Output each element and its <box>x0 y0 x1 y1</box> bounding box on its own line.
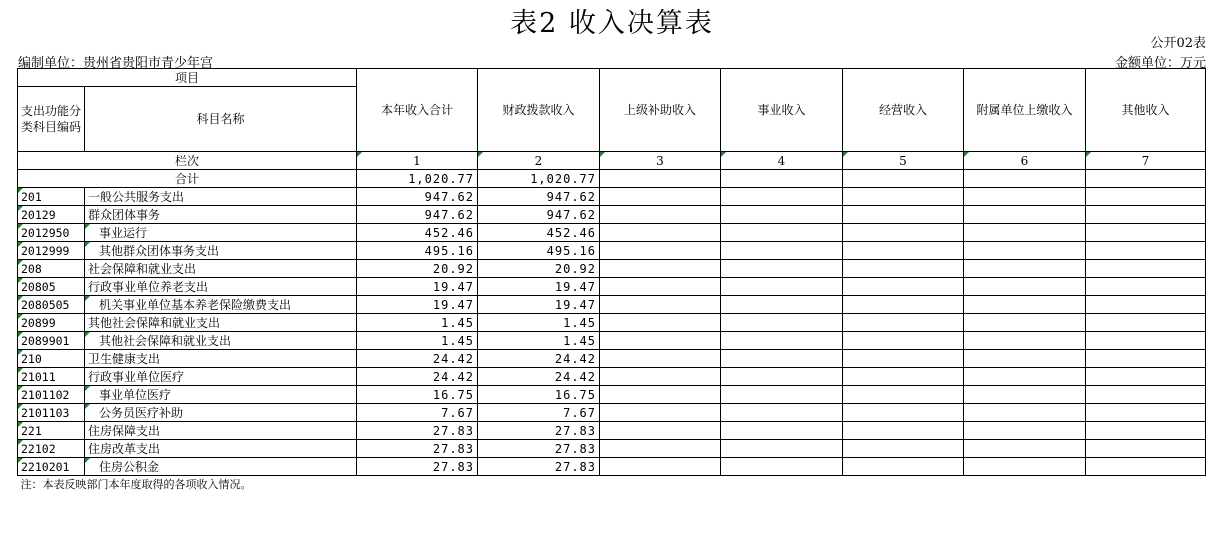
subject-name: 群众团体事务 <box>85 206 357 224</box>
empty-cell <box>1086 188 1206 206</box>
subject-name: 其他群众团体事务支出 <box>85 242 357 260</box>
fiscal-income: 19.47 <box>478 278 600 296</box>
subject-code: 2210201 <box>18 458 85 476</box>
empty-cell <box>843 350 964 368</box>
empty-cell <box>843 296 964 314</box>
operation-header: 经营收入 <box>843 69 964 152</box>
total-income: 24.42 <box>357 350 478 368</box>
total-income: 452.46 <box>357 224 478 242</box>
empty-cell <box>721 440 843 458</box>
table-row <box>18 386 1206 404</box>
empty-cell <box>843 224 964 242</box>
empty-cell <box>964 386 1086 404</box>
fiscal-income: 495.16 <box>478 242 600 260</box>
empty-cell <box>1086 224 1206 242</box>
subject-code: 208 <box>18 260 85 278</box>
empty-cell <box>1086 314 1206 332</box>
total-income: 24.42 <box>357 368 478 386</box>
empty-cell <box>721 314 843 332</box>
empty-cell <box>964 260 1086 278</box>
table-row <box>18 458 1206 476</box>
total-header: 本年收入合计 <box>357 69 478 152</box>
empty-cell <box>843 278 964 296</box>
empty-cell <box>600 368 721 386</box>
empty-cell <box>721 206 843 224</box>
table-row <box>18 242 1206 260</box>
empty-cell <box>964 242 1086 260</box>
empty-cell <box>600 260 721 278</box>
empty-cell <box>843 368 964 386</box>
subject-name: 住房保障支出 <box>85 422 357 440</box>
total-income: 495.16 <box>357 242 478 260</box>
empty-cell <box>721 404 843 422</box>
empty-cell <box>721 332 843 350</box>
empty-cell <box>1086 278 1206 296</box>
empty-cell <box>843 422 964 440</box>
empty-cell <box>1086 206 1206 224</box>
subject-name: 住房改革支出 <box>85 440 357 458</box>
empty-cell <box>843 206 964 224</box>
col-num: 3 <box>600 152 721 170</box>
fiscal-value: 1,020.77 <box>478 170 600 188</box>
empty-cell <box>600 422 721 440</box>
empty-cell <box>964 314 1086 332</box>
fiscal-income: 947.62 <box>478 206 600 224</box>
subject-name: 事业单位医疗 <box>85 386 357 404</box>
empty-cell <box>843 260 964 278</box>
empty-cell <box>1086 440 1206 458</box>
empty-cell <box>600 314 721 332</box>
col-num: 5 <box>843 152 964 170</box>
empty-cell <box>964 188 1086 206</box>
empty-cell <box>600 224 721 242</box>
table-row <box>18 332 1206 350</box>
total-income: 1.45 <box>357 314 478 332</box>
empty-cell <box>721 350 843 368</box>
table-row <box>18 368 1206 386</box>
col-num: 2 <box>478 152 600 170</box>
subject-name: 社会保障和就业支出 <box>85 260 357 278</box>
subject-code: 2101103 <box>18 404 85 422</box>
empty-cell <box>600 278 721 296</box>
fiscal-income: 452.46 <box>478 224 600 242</box>
col-num: 4 <box>721 152 843 170</box>
empty-cell <box>600 188 721 206</box>
empty-cell <box>964 332 1086 350</box>
table-row <box>18 440 1206 458</box>
empty-cell <box>964 224 1086 242</box>
subject-code: 2012999 <box>18 242 85 260</box>
empty-cell <box>964 422 1086 440</box>
empty-cell <box>721 224 843 242</box>
currency-unit: 金额单位：万元 <box>1114 56 1206 71</box>
fiscal-income: 20.92 <box>478 260 600 278</box>
total-income: 7.67 <box>357 404 478 422</box>
empty-cell <box>964 278 1086 296</box>
empty-cell <box>721 386 843 404</box>
col-num: 6 <box>964 152 1086 170</box>
subject-code: 20805 <box>18 278 85 296</box>
empty-cell <box>600 404 721 422</box>
empty-cell <box>843 386 964 404</box>
fiscal-income: 1.45 <box>478 314 600 332</box>
page-title: 表2 收入决算表 <box>510 8 714 39</box>
total-value: 1,020.77 <box>357 170 478 188</box>
table-row <box>18 296 1206 314</box>
fiscal-income: 19.47 <box>478 296 600 314</box>
fiscal-income: 7.67 <box>478 404 600 422</box>
total-income: 1.45 <box>357 332 478 350</box>
subject-name: 其他社会保障和就业支出 <box>85 314 357 332</box>
total-income: 16.75 <box>357 386 478 404</box>
affiliate-header: 附属单位上缴收入 <box>964 69 1086 152</box>
empty-cell <box>600 242 721 260</box>
empty-cell <box>1086 404 1206 422</box>
subject-code: 20899 <box>18 314 85 332</box>
subject-code: 21011 <box>18 368 85 386</box>
empty-cell <box>843 404 964 422</box>
subject-code: 2089901 <box>18 332 85 350</box>
empty-cell <box>600 332 721 350</box>
empty-cell <box>1086 458 1206 476</box>
fiscal-income: 27.83 <box>478 458 600 476</box>
empty-cell <box>843 458 964 476</box>
col-num: 7 <box>1086 152 1206 170</box>
table-note: 注：本表反映部门本年度取得的各项收入情况。 <box>18 476 1206 494</box>
income-table <box>17 68 1206 493</box>
name-header: 科目名称 <box>85 87 357 152</box>
subject-name: 机关事业单位基本养老保险缴费支出 <box>85 296 357 314</box>
empty-cell <box>600 296 721 314</box>
column-number-row <box>18 152 1206 170</box>
project-header: 项目 <box>18 69 357 87</box>
empty-cell <box>721 296 843 314</box>
subject-code: 20129 <box>18 206 85 224</box>
empty-cell <box>1086 296 1206 314</box>
subject-code: 22102 <box>18 440 85 458</box>
fiscal-income: 27.83 <box>478 440 600 458</box>
table-row <box>18 422 1206 440</box>
fiscal-header: 财政拨款收入 <box>478 69 600 152</box>
fiscal-income: 16.75 <box>478 386 600 404</box>
compiling-unit: 编制单位：贵州省贵阳市青少年宫 <box>18 56 214 71</box>
total-income: 27.83 <box>357 422 478 440</box>
empty-cell <box>600 350 721 368</box>
total-income: 27.83 <box>357 440 478 458</box>
empty-cell <box>964 296 1086 314</box>
subject-name: 行政事业单位养老支出 <box>85 278 357 296</box>
empty-cell <box>721 260 843 278</box>
subsidy-header: 上级补助收入 <box>600 69 721 152</box>
empty-cell <box>600 440 721 458</box>
empty-cell <box>1086 242 1206 260</box>
fiscal-income: 24.42 <box>478 350 600 368</box>
note-row <box>18 476 1206 494</box>
empty-cell <box>1086 386 1206 404</box>
empty-cell <box>843 440 964 458</box>
empty-cell <box>1086 332 1206 350</box>
empty-cell <box>721 242 843 260</box>
subject-name: 公务员医疗补助 <box>85 404 357 422</box>
subject-code: 221 <box>18 422 85 440</box>
empty-cell <box>843 314 964 332</box>
empty-cell <box>964 206 1086 224</box>
total-income: 27.83 <box>357 458 478 476</box>
subject-code: 2012950 <box>18 224 85 242</box>
empty-cell <box>600 386 721 404</box>
table-row <box>18 260 1206 278</box>
empty-cell <box>600 206 721 224</box>
total-row <box>18 170 1206 188</box>
empty-cell <box>843 332 964 350</box>
subject-code: 210 <box>18 350 85 368</box>
fiscal-income: 947.62 <box>478 188 600 206</box>
total-income: 20.92 <box>357 260 478 278</box>
empty-cell <box>964 458 1086 476</box>
total-income: 19.47 <box>357 278 478 296</box>
total-label: 合计 <box>18 170 357 188</box>
subject-name: 事业运行 <box>85 224 357 242</box>
fiscal-income: 24.42 <box>478 368 600 386</box>
col-num: 1 <box>357 152 478 170</box>
table-row <box>18 206 1206 224</box>
empty-cell <box>721 368 843 386</box>
empty-cell <box>843 242 964 260</box>
empty-cell <box>1086 350 1206 368</box>
table-row <box>18 314 1206 332</box>
total-income: 947.62 <box>357 188 478 206</box>
total-income: 19.47 <box>357 296 478 314</box>
empty-cell <box>721 458 843 476</box>
table-row <box>18 224 1206 242</box>
subject-name: 住房公积金 <box>85 458 357 476</box>
form-number: 公开02表 <box>1150 36 1206 51</box>
empty-cell <box>964 350 1086 368</box>
table-row <box>18 350 1206 368</box>
total-income: 947.62 <box>357 206 478 224</box>
table-row <box>18 188 1206 206</box>
subject-name: 一般公共服务支出 <box>85 188 357 206</box>
empty-cell <box>1086 368 1206 386</box>
empty-cell <box>721 278 843 296</box>
empty-cell <box>721 188 843 206</box>
subject-code: 2080505 <box>18 296 85 314</box>
empty-cell <box>1086 260 1206 278</box>
table-row <box>18 404 1206 422</box>
subject-code: 2101102 <box>18 386 85 404</box>
subject-code: 201 <box>18 188 85 206</box>
empty-cell <box>721 422 843 440</box>
business-header: 事业收入 <box>721 69 843 152</box>
subject-name: 卫生健康支出 <box>85 350 357 368</box>
empty-cell <box>1086 422 1206 440</box>
other-header: 其他收入 <box>1086 69 1206 152</box>
empty-cell <box>964 404 1086 422</box>
column-label: 栏次 <box>18 152 357 170</box>
fiscal-income: 27.83 <box>478 422 600 440</box>
code-header: 支出功能分类科目编码 <box>18 87 85 152</box>
empty-cell <box>964 368 1086 386</box>
empty-cell <box>964 440 1086 458</box>
subject-name: 其他社会保障和就业支出 <box>85 332 357 350</box>
subject-name: 行政事业单位医疗 <box>85 368 357 386</box>
fiscal-income: 1.45 <box>478 332 600 350</box>
header-row-1 <box>18 69 1206 87</box>
empty-cell <box>843 188 964 206</box>
empty-cell <box>600 458 721 476</box>
table-row <box>18 278 1206 296</box>
